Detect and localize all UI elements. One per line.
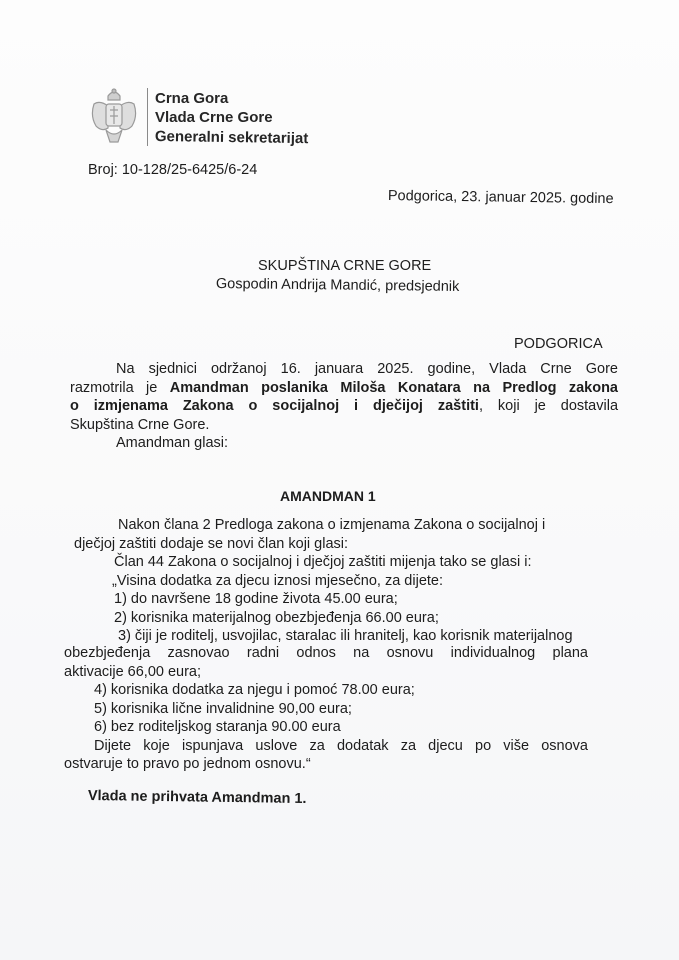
intro-line: Amandman glasi: [116, 435, 229, 451]
amendment-closing: Dijete koje ispunjava uslove za dodatak za djecu po više osnova [94, 737, 588, 754]
amendment-closing: ostvaruje to pravo po jednom osnovu.“ [64, 756, 311, 772]
amendment-subject: Amandman poslanika Miloša Konatara na Predlog zakona [169, 379, 618, 396]
recipient-city: PODGORICA [514, 336, 603, 352]
amendment-body-continued [64, 644, 588, 774]
recipient-institution: SKUPŠTINA CRNE GORE [258, 258, 432, 274]
amendment-item: 6) bez roditeljskog staranja 90.00 eura [94, 719, 341, 735]
reference-number: Broj: 10-128/25-6425/6-24 [88, 162, 258, 178]
amendment-item: 4) korisnika dodatka za njegu i pomoć 78.00 eura; [94, 682, 415, 698]
montenegro-coat-of-arms-icon [88, 86, 140, 146]
intro-line: razmotrila je Amandman poslanika Miloša Konatara na Predlog zakona [70, 379, 618, 396]
amendment-item: 5) korisnika lične invalidnine 90,00 eura; [94, 700, 352, 717]
amendment-line: Nakon člana 2 Predloga zakona o izmjenama Zakona o socijalnoj i [118, 517, 546, 533]
government-verdict: Vlada ne prihvata Amandman 1. [87, 788, 307, 808]
intro-line: Na sjednici održanoj 16. januara 2025. godine, Vlada Crne Gore [116, 361, 618, 377]
intro-line: o izmjenama Zakona o socijalnoj i dječijoj zaštiti, koji je dostavila [70, 398, 619, 414]
header-country: Crna Gora [155, 90, 229, 107]
amendment-item: 1) do navršene 18 godine života 45.00 eura; [114, 591, 398, 607]
amendment-line: dječjoj zaštiti dodaje se novi član koji glasi: [74, 535, 349, 552]
amendment-item: 3) čiji je roditelj, usvojilac, staralac ili hranitelj, kao korisnik materijalnog [118, 628, 573, 644]
place-date: Podgorica, 23. januar 2025. godine [387, 188, 614, 208]
header-office: Generalni sekretarijat [154, 128, 309, 148]
recipient-person: Gospodin Andrija Mandić, predsjednik [215, 276, 460, 295]
amendment-item: 2) korisnika materijalnog obezbjeđenja 66.00 eura; [114, 609, 439, 626]
intro-paragraph [70, 360, 618, 453]
header-government: Vlada Crne Gore [155, 109, 273, 126]
amendment-body [74, 516, 608, 646]
amendment-title: AMANDMAN 1 [280, 488, 376, 504]
header-divider [147, 88, 148, 146]
intro-line: Skupština Crne Gore. [70, 416, 210, 433]
amendment-line: „Visina dodatka za djecu iznosi mjesečno, za dijete: [112, 572, 444, 589]
amendment-line: Član 44 Zakona o socijalnoj i dječjoj zaštiti mijenja tako se glasi i: [114, 554, 532, 570]
amendment-item: obezbjeđenja zasnovao radni odnos na osnovu individualnog plana [64, 645, 588, 661]
law-name: o izmjenama Zakona o socijalnoj i dječijoj zaštiti [70, 398, 479, 414]
amendment-item: aktivacije 66,00 eura; [64, 663, 202, 680]
